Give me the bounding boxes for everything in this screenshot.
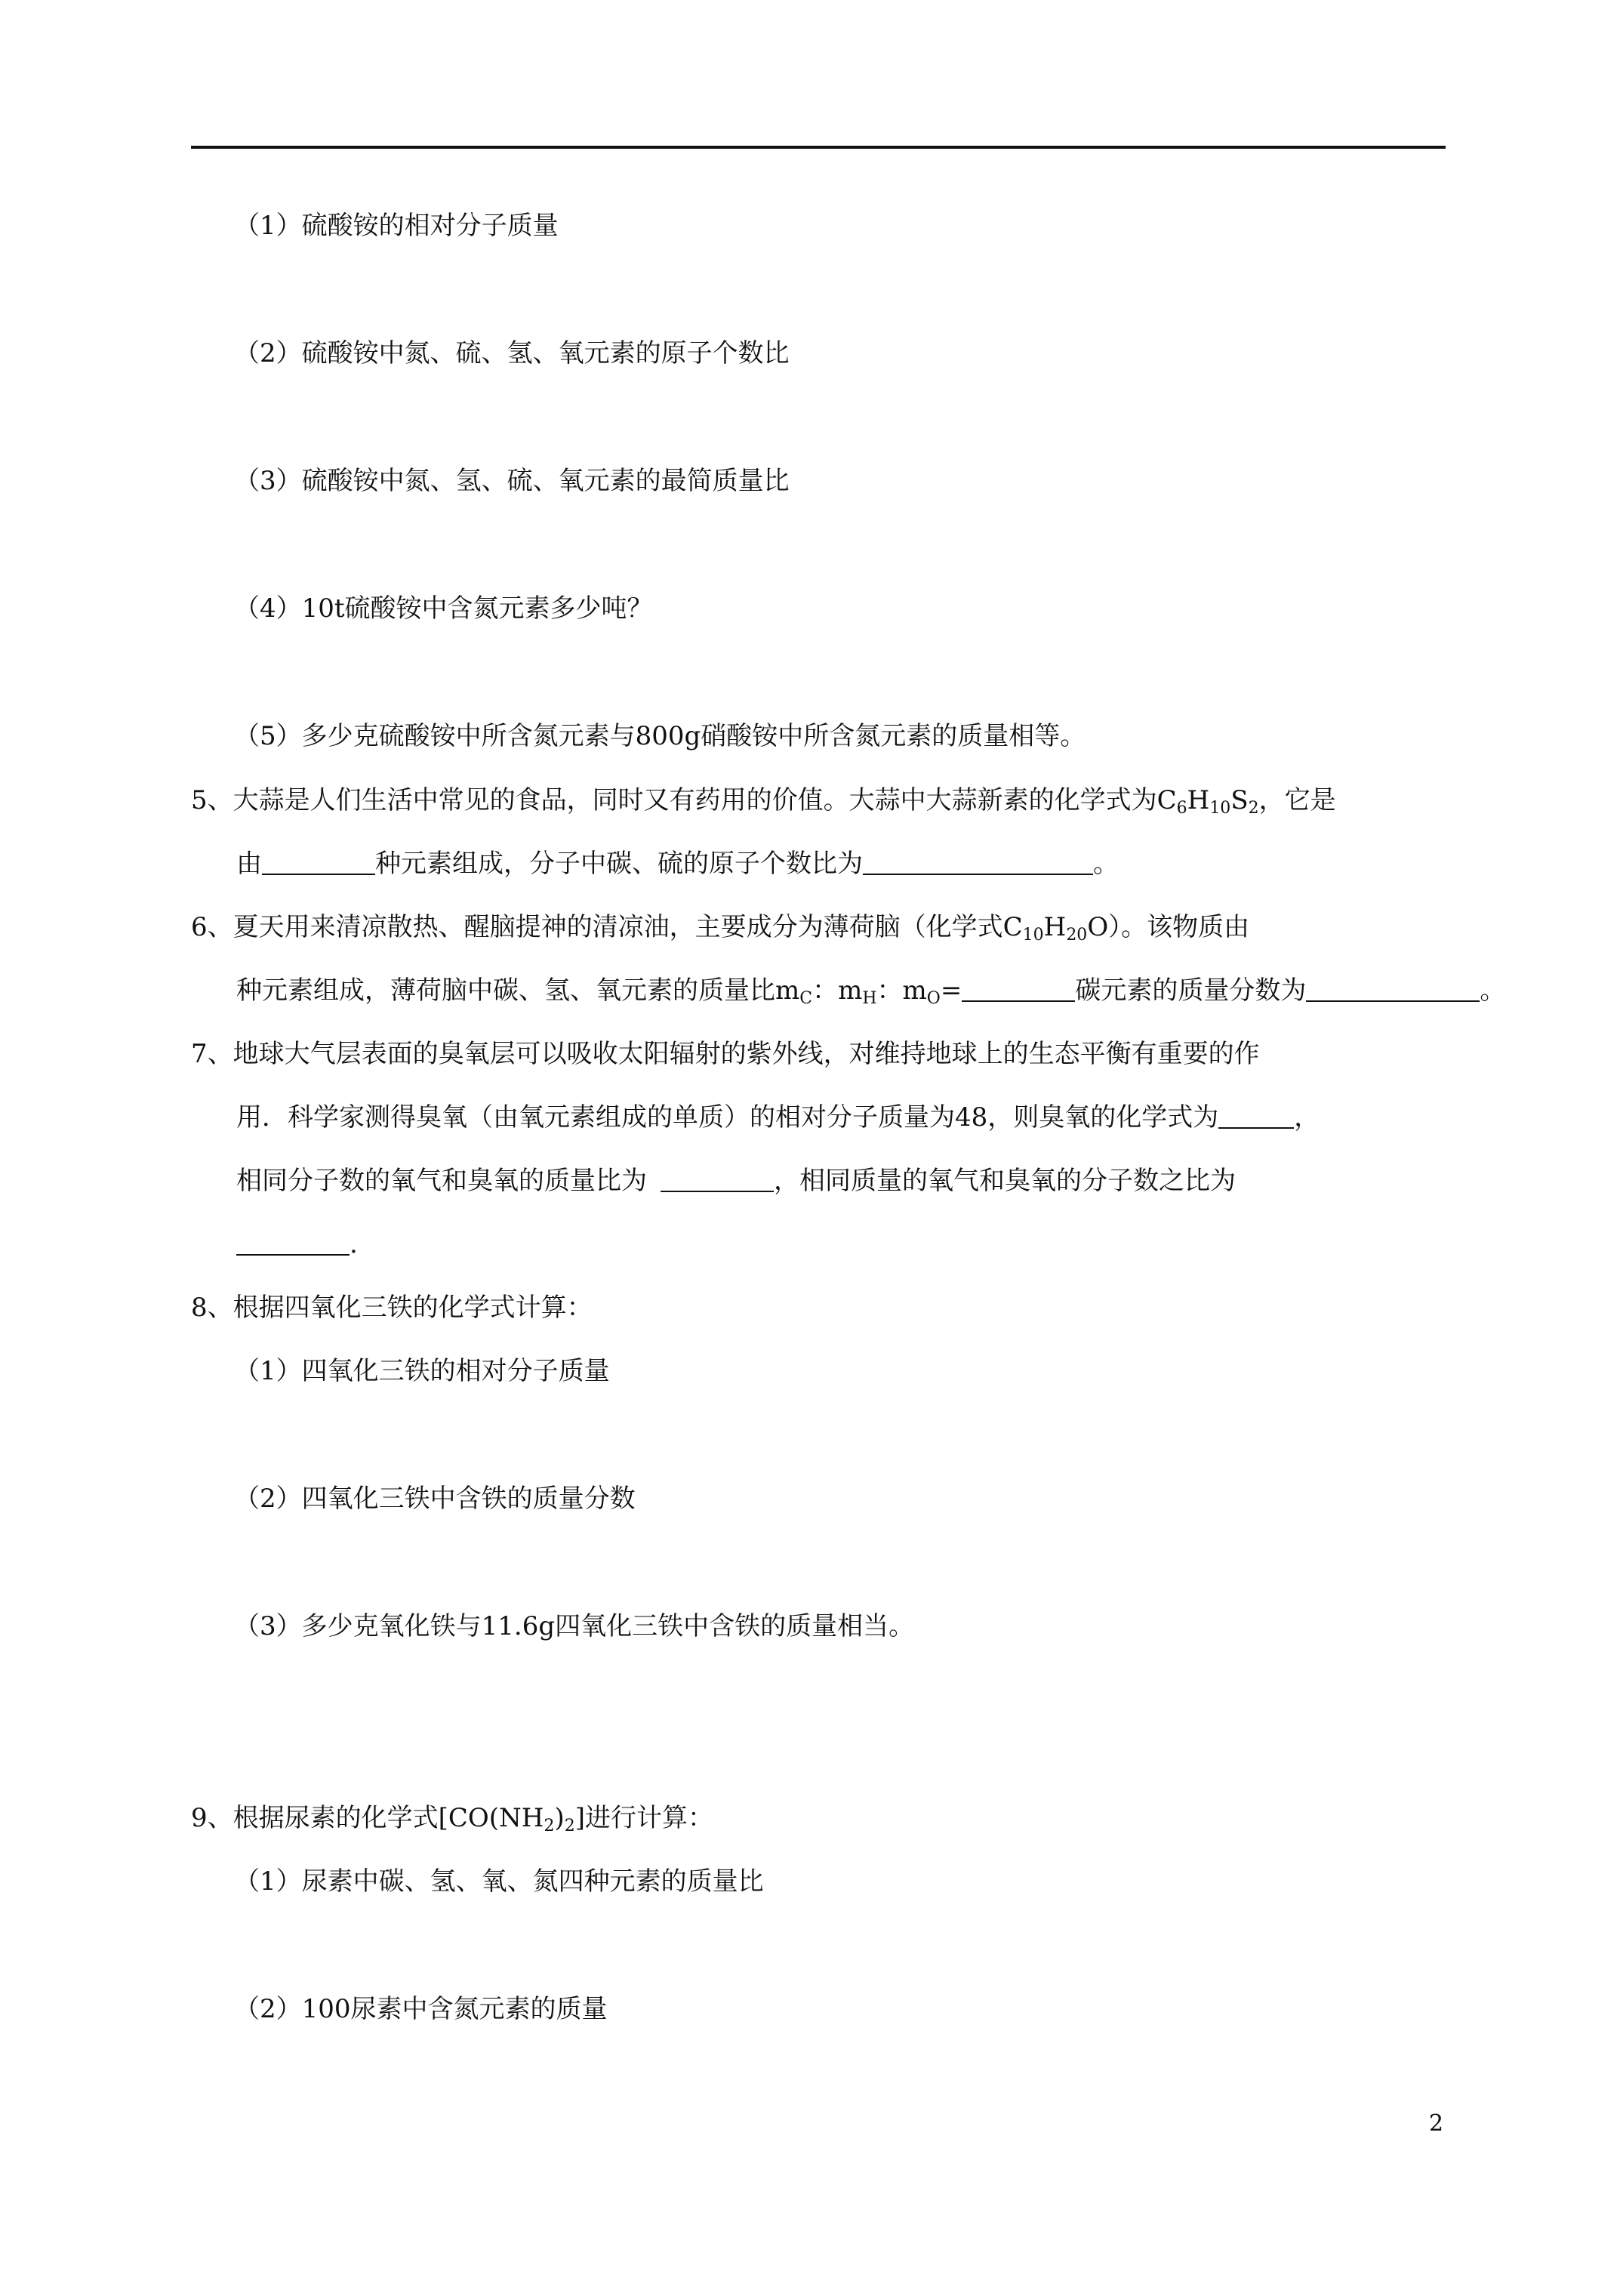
q5-blank-ratio[interactable] xyxy=(863,851,1093,875)
page-number: 2 xyxy=(1429,2110,1444,2137)
q6-line-1: 6、夏天用来清凉散热、醒脑提神的清凉油，主要成分为薄荷脑（化学式$C_{10}H_{20}O$）。该物质由 xyxy=(191,912,1250,945)
q7-line-3: 相同分子数的氧气和臭氧的质量比为 ，相同质量的氧气和臭氧的分子数之比为 xyxy=(236,1166,1236,1196)
q9-title: 9、根据尿素的化学式$[CO(NH_2)_2]$进行计算： xyxy=(191,1803,713,1835)
q6-blank-carbon-fraction[interactable] xyxy=(1306,978,1480,1002)
q7-blank-formula[interactable] xyxy=(1218,1105,1294,1129)
q7-blank-mass-ratio[interactable] xyxy=(661,1168,774,1192)
q7-line-2: 用．科学家测得臭氧（由氧元素组成的单质）的相对分子质量为48，则臭氧的化学式为 ， xyxy=(236,1102,1320,1133)
q5-blank-elements[interactable] xyxy=(262,851,375,875)
q9-item-1: （1）尿素中碳、氢、氧、氮四种元素的质量比 xyxy=(234,1866,764,1897)
q6-line-2: 种元素组成，薄荷脑中碳、氢、氧元素的质量比$m_C$：$m_H$：$m_O=$ 碳元素的质量分数为 。 xyxy=(236,975,1506,1008)
q8-item-1: （1）四氧化三铁的相对分子质量 xyxy=(234,1356,610,1386)
q4-item-5: （5）多少克硫酸铵中所含氮元素与800g硝酸铵中所含氮元素的质量相等。 xyxy=(234,721,1086,751)
q7-line-1: 7、地球大气层表面的臭氧层可以吸收太阳辐射的紫外线，对维持地球上的生态平衡有重要的作 xyxy=(191,1039,1260,1069)
q8-item-3: （3）多少克氧化铁与11.6g四氧化三铁中含铁的质量相当。 xyxy=(234,1611,915,1641)
q8-title: 8、根据四氧化三铁的化学式计算： xyxy=(191,1293,593,1323)
q6-blank-mass-ratio[interactable] xyxy=(962,978,1075,1002)
q4-item-3: （3）硫酸铵中氮、氢、硫、氧元素的最简质量比 xyxy=(234,466,790,496)
q5-line-2: 由 种元素组成，分子中碳、硫的原子个数比为 。 xyxy=(236,849,1119,879)
q5-line-1: 5、大蒜是人们生活中常见的食品，同时又有药用的价值。大蒜中大蒜新素的化学式为$C_6H_{10}S_2$，它是 xyxy=(191,785,1336,818)
q4-item-2: （2）硫酸铵中氮、硫、氢、氧元素的原子个数比 xyxy=(234,338,790,368)
header-rule xyxy=(191,146,1446,149)
q8-item-2: （2）四氧化三铁中含铁的质量分数 xyxy=(234,1484,636,1514)
q4-item-4: （4）10t硫酸铵中含氮元素多少吨？ xyxy=(234,593,653,624)
q4-item-1: （1）硫酸铵的相对分子质量 xyxy=(234,211,559,241)
q7-blank-molecule-ratio[interactable] xyxy=(236,1231,350,1256)
q7-line-4: . xyxy=(236,1229,358,1259)
q9-item-2: （2）100尿素中含氮元素的质量 xyxy=(234,1994,608,2024)
